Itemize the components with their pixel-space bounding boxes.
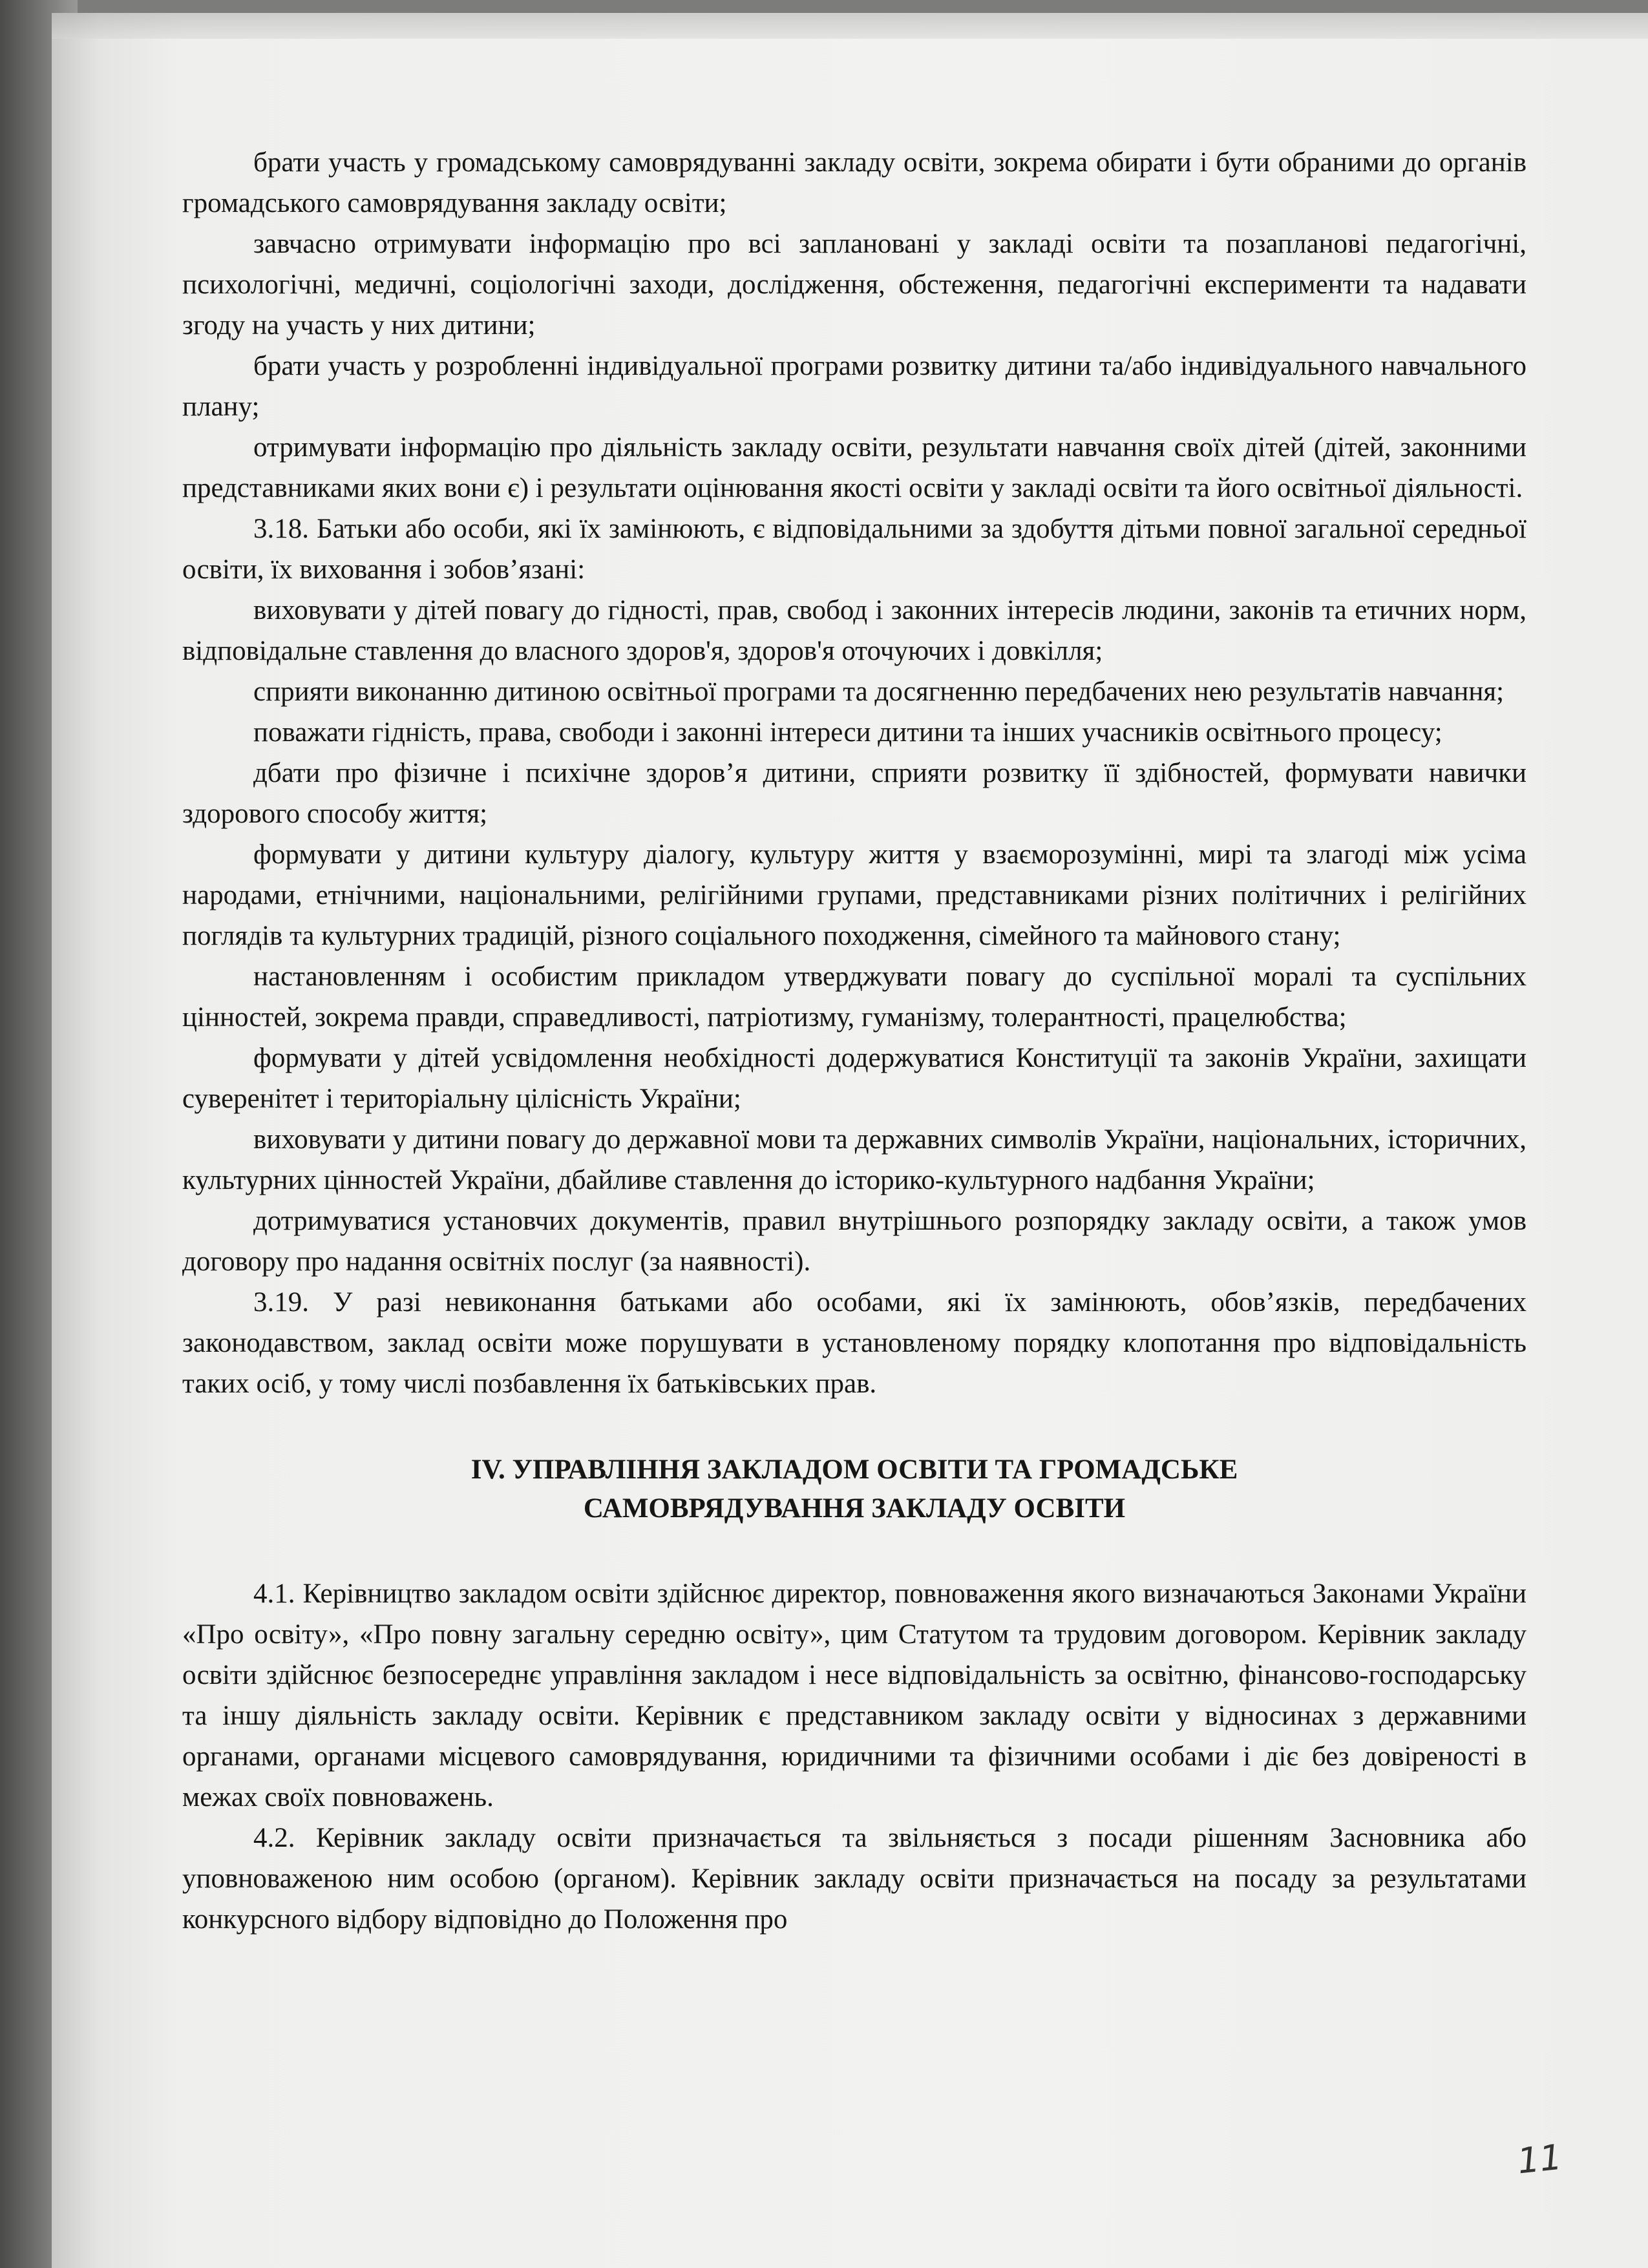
paragraph: поважати гідність, права, свободи і законні інтереси дитини та інших учасників освітнього процесу; (253, 717, 1442, 748)
document-body (182, 142, 1527, 1940)
paragraph: виховувати у дітей повагу до гідності, прав, свобод і законних інтересів людини, законів та етичних норм, відповідальне ставлення до власного здоров'я, здоров'я оточуючих і довкілля; (182, 595, 1527, 666)
page-number: 11 (1515, 2136, 1564, 2182)
clause-3-18: 3.18. Батьки або особи, які їх замінюють, є відповідальними за здобуття дітьми повної загальної середньої освіти, їх виховання і зобов’язані: (182, 514, 1527, 585)
section-title-line-1: IV. УПРАВЛІННЯ ЗАКЛАДОМ ОСВІТИ ТА ГРОМАДСЬКЕ (470, 1454, 1238, 1485)
clause-4-1: 4.1. Керівництво закладом освіти здійснює директор, повноваження якого визначаються Законами України «Про освіту», «Про повну загальну середню освіту», цим Статутом та трудовим договором. Керівник закладу освіти здійснює безпосереднє управління закладом і несе відповідальність за освітню, фінансово-господарську та іншу діяльність закладу освіти. Керівник є представником закладу освіти у відносинах з державними органами, органами місцевого самоврядування, юридичними та фізичними особами і діє без довіреності в межах своїх повноважень. (182, 1579, 1527, 1812)
paragraph: формувати у дитини культуру діалогу, культуру життя у взаєморозумінні, мирі та злагоді між усіма народами, етнічними, національними, релігійними групами, представниками різних політичних і релігійних поглядів та культурних традицій, різного соціального походження, сімейного та майнового стану; (182, 839, 1527, 951)
paragraph: формувати у дітей усвідомлення необхідності додержуватися Конституції та законів України, захищати суверенітет і територіальну цілісність України; (182, 1043, 1527, 1114)
paragraph: отримувати інформацію про діяльність закладу освіти, результати навчання своїх дітей (дітей, законними представниками яких вони є) і результати оцінювання якості освіти у закладі освіти та його освітньої діяльності. (182, 432, 1527, 503)
paragraph: дотримуватися установчих документів, правил внутрішнього розпорядку закладу освіти, а також умов договору про надання освітніх послуг (за наявності). (182, 1206, 1527, 1277)
clause-4-2: 4.2. Керівник закладу освіти призначається та звільняється з посади рішенням Засновника або уповноваженою ним особою (органом). Керівник закладу освіти призначається на посаду за результатами конкурсного відбору відповідно до Положення про (182, 1823, 1527, 1935)
paragraph: брати участь у громадському самоврядуванні закладу освіти, зокрема обирати і бути обраними до органів громадського самоврядування закладу освіти; (182, 147, 1527, 218)
paragraph: брати участь у розробленні індивідуальної програми розвитку дитини та/або індивідуального навчального плану; (182, 351, 1527, 422)
paragraph: виховувати у дитини повагу до державної мови та державних символів України, національних, історичних, культурних цінностей України, дбайливе ставлення до історико-культурного надбання України; (182, 1124, 1527, 1195)
section-title (182, 1451, 1527, 1528)
paragraph: настановленням і особистим прикладом утверджувати повагу до суспільної моралі та суспільних цінностей, зокрема правди, справедливості, патріотизму, гуманізму, толерантності, працелюбства; (182, 961, 1527, 1033)
paragraph: завчасно отримувати інформацію про всі заплановані у закладі освіти та позапланові педагогічні, психологічні, медичні, соціологічні заходи, дослідження, обстеження, педагогічні експерименти та надавати згоду на участь у них дитини; (182, 229, 1527, 341)
document-page (52, 13, 1648, 2268)
paragraph: дбати про фізичне і психічне здоров’я дитини, сприяти розвитку її здібностей, формувати навички здорового способу життя; (182, 758, 1527, 829)
section-title-line-2: САМОВРЯДУВАННЯ ЗАКЛАДУ ОСВІТИ (583, 1493, 1126, 1524)
clause-3-19: 3.19. У разі невиконання батьками або особами, які їх замінюють, обов’язків, передбачених законодавством, заклад освіти може порушувати в установленому порядку клопотання про відповідальність таких осіб, у тому числі позбавлення їх батьківських прав. (182, 1287, 1527, 1399)
paragraph: сприяти виконанню дитиною освітньої програми та досягненню передбачених нею результатів навчання; (253, 677, 1505, 707)
scan-top-edge (52, 13, 1648, 39)
